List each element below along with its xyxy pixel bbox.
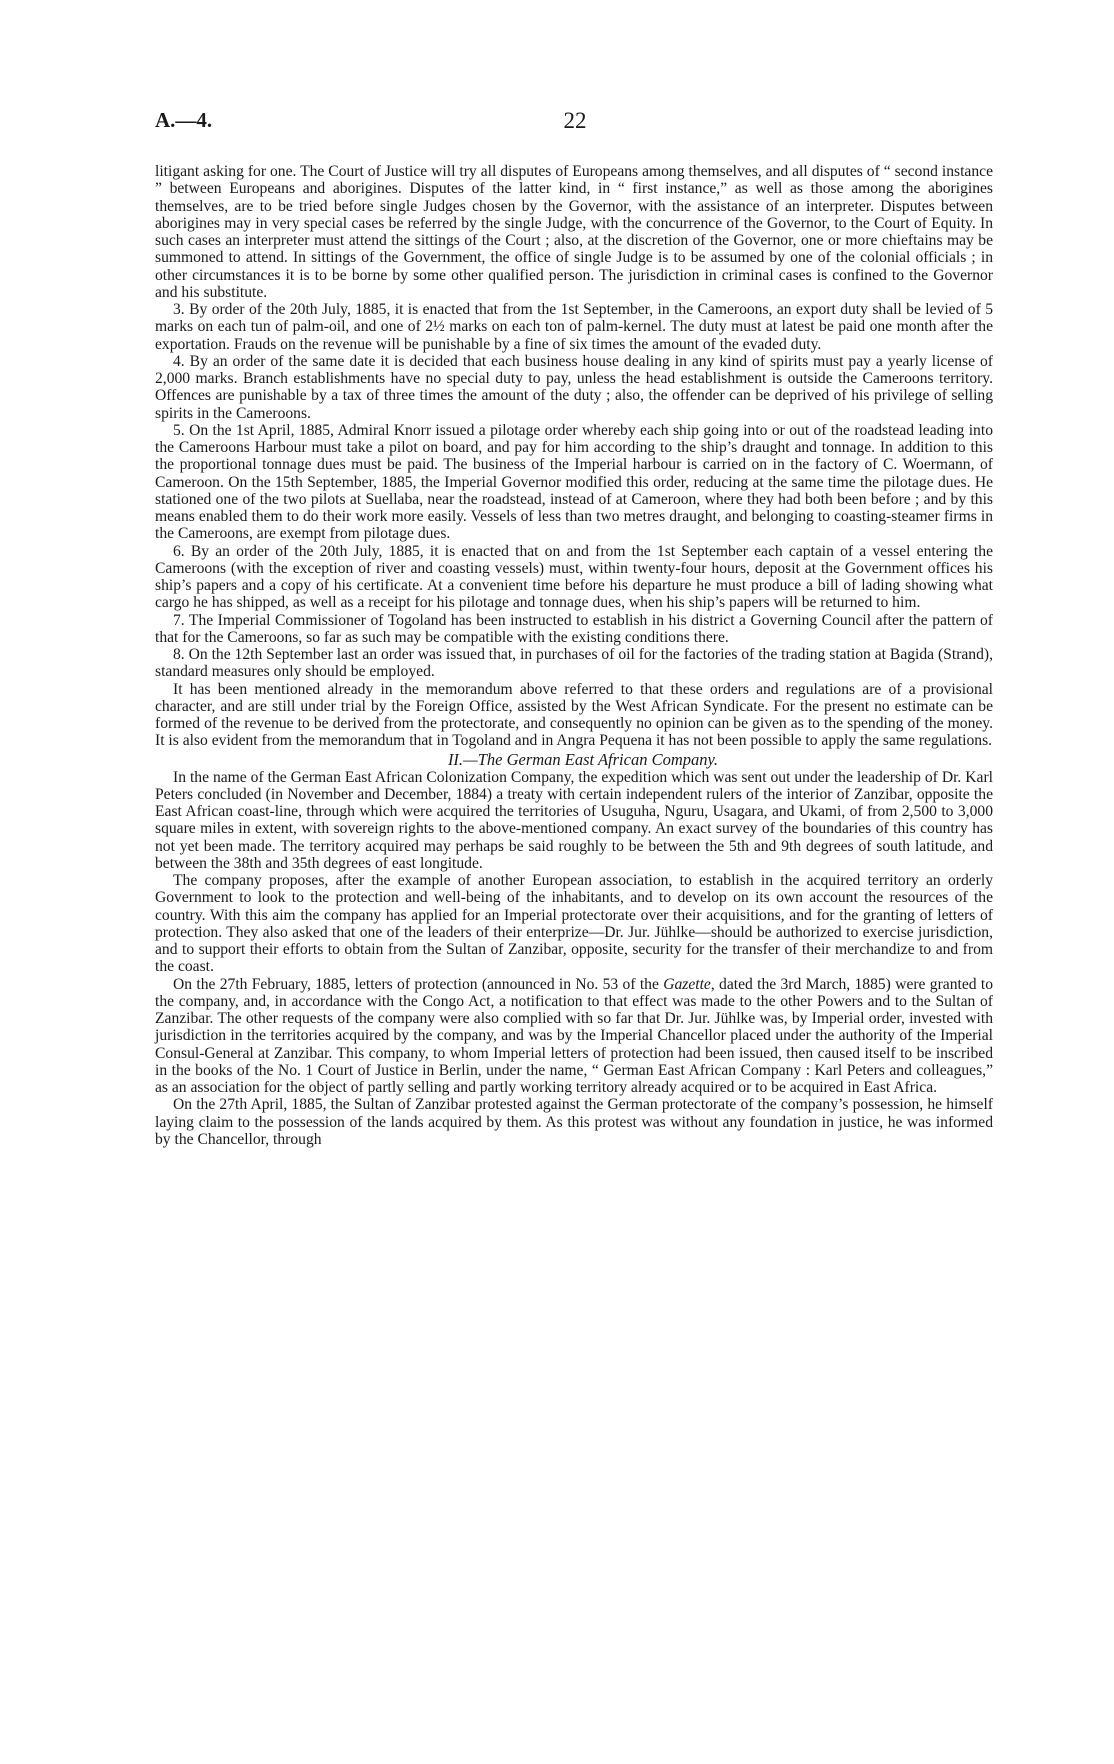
paragraph-spirits-license: 4. By an order of the same date it is decided that each business house dealing in any kind of spirits must pay a yearly license of 2,000 marks. Branch establishments have no special duty to pay, unless the head establishment is outside the Cameroons territory. Offences are punishable by a tax of three times the amount of the duty ; also, the offender can be deprived of his privilege of selling spirits in the Cameroons. [155, 352, 993, 422]
paragraph-continued: litigant asking for one. The Court of Justice will try all disputes of Europeans among themselves, and all disputes of “ second instance ” between Europeans and aborigines. Disputes of the latter kind, in “ first instance,” as well as those among the aborigines themselves, are to be tried before single Judges chosen by the Governor, with the assistance of an interpreter. Disputes between aborigines may in very special cases be referred by the single Judge, with the concurrence of the Governor, to the Court of Equity. In such cases an interpreter must attend the sittings of the Court ; also, at the discretion of the Governor, one or more chieftains may be summoned to attend. In sittings of the Government, the office of single Judge is to be assumed by one of the colonial officials ; in other circumstances it is to be borne by some other qualified person. The jurisdiction in criminal cases is confined to the Governor and his substitute. [155, 163, 993, 301]
paragraph-pilotage-order: 5. On the 1st April, 1885, Admiral Knorr issued a pilotage order whereby each ship going into or out of the roadstead leading into the Cameroons Harbour must take a pilot on board, and pay for him according to the ship’s draught and tonnage. In addition to this the proportional tonnage dues must be paid. The business of the Imperial harbour is carried on in the factory of C. Woermann, of Cameroon. On the 15th September, 1885, the Imperial Governor modified this order, reducing at the same time the pilotage dues. He stationed one of the two pilots at Suellaba, near the roadstead, instead of at Cameroon, where they had both been before ; and by this means enabled them to do their work more easily. Vessels of less than two metres draught, and belonging to coasting-steamer firms in the Cameroons, are exempt from pilotage dues. [155, 421, 993, 543]
paragraph-company-proposes: The company proposes, after the example of another European association, to establish in the acquired territory an orderly Government to look to the protection and well-being of the inhabitants, and to develop on its own account the resources of the country. With this aim the company has applied for an Imperial protectorate over their acquisitions, and for the granting of letters of protection. They also asked that one of the leaders of their enterprize—Dr. Jur. Jühlke—should be authorized to exercise jurisdiction, and to support their efforts to obtain from the Sultan of Zanzibar, opposite, security for the transfer of their merchandize to and from the coast. [155, 872, 993, 976]
page-header [155, 108, 995, 138]
body-text [155, 163, 993, 1148]
section-heading: II.—The German East African Company. [447, 749, 719, 769]
paragraph-peters-treaty: In the name of the German East African Colonization Company, the expedition which was sent out under the leadership of Dr. Karl Peters concluded (in November and December, 1884) a treaty with certain independent rulers of the interior of Zanzibar, opposite the East African coast-line, through which were acquired the territories of Usuguha, Nguru, Usagara, and Ukami, of from 2,500 to 3,000 square miles in extent, with sovereign rights to the above-mentioned company. An exact survey of the boundaries of this country has not yet been made. The territory acquired may perhaps be said roughly to be between the 5th and 9th degrees of south latitude, and between the 38th and 35th degrees of east longitude. [155, 768, 993, 872]
paragraph-togoland-council: 7. The Imperial Commissioner of Togoland has been instructed to establish in his district a Governing Council after the pattern of that for the Cameroons, so far as such may be compatible with the existing conditions there. [155, 611, 993, 646]
paragraph-export-duty: 3. By order of the 20th July, 1885, it is enacted that from the 1st September, in the Cameroons, an export duty shall be levied of 5 marks on each tun of palm-oil, and one of 2½ marks on each ton of palm-kernel. The duty must at latest be paid one month after the exportation. Frauds on the revenue will be punishable by a fine of six times the amount of the evaded duty. [155, 301, 993, 353]
gazette-para-before: On the 27th February, 1885, letters of protection (announced in No. 53 of the [173, 975, 664, 993]
paragraph-provisional-regulations: It has been mentioned already in the memorandum above referred to that these orders and regulations are of a provisional character, and are still under trial by the Foreign Office, assisted by the West African Syndicate. For the present no estimate can be formed of the revenue to be derived from the protectorate, and consequently no opinion can be given as to the spending of the money. It is also evident from the memorandum that in Togoland and in Angra Pequena it has not been possible to apply the same regulations. [155, 680, 993, 750]
document-reference: A.—4. [155, 108, 213, 132]
paragraph-bagida-measures: 8. On the 12th September last an order was issued that, in purchases of oil for the factories of the trading station at Bagida (Strand), standard measures only should be employed. [155, 646, 993, 681]
paragraph-letters-of-protection [155, 976, 993, 1097]
gazette-para-after: , dated the 3rd March, 1885) were granted to the company, and, in accordance with the Congo Act, a notification to that effect was made to the other Powers and to the Sultan of Zanzibar. The other requests of the company were also complied with so far that Dr. Jur. Jühlke was, by Imperial order, invested with jurisdiction in the territories acquired by the company, and was by the Imperial Chancellor placed under the authority of the Imperial Consul-General at Zanzibar. This company, to whom Imperial letters of protection had been issued, then caused itself to be inscribed in the books of the No. 1 Court of Justice in Berlin, under the name, “ German East African Company : Karl Peters and colleagues,” as an association for the object of partly selling and partly working territory already acquired or to be acquired in East Africa. [155, 975, 993, 1096]
paragraph-sultan-protest: On the 27th April, 1885, the Sultan of Zanzibar protested against the German protectorate of the company’s possession, he himself laying claim to the possession of the lands acquired by them. As this protest was without any foundation in justice, he was informed by the Chancellor, through [155, 1096, 993, 1148]
gazette-title: Gazette [663, 975, 711, 993]
paragraph-ship-papers: 6. By an order of the 20th July, 1885, it is enacted that on and from the 1st September each captain of a vessel entering the Cameroons (with the exception of river and coasting vessels) must, within twenty-four hours, deposit at the Government offices his ship’s papers and a copy of his certificate. At a convenient time before his departure he must produce a bill of lading showing what cargo he has shipped, as well as a receipt for his pilotage and tonnage dues, when his ship’s papers will be returned to him. [155, 542, 993, 612]
page-number: 22 [563, 108, 587, 133]
